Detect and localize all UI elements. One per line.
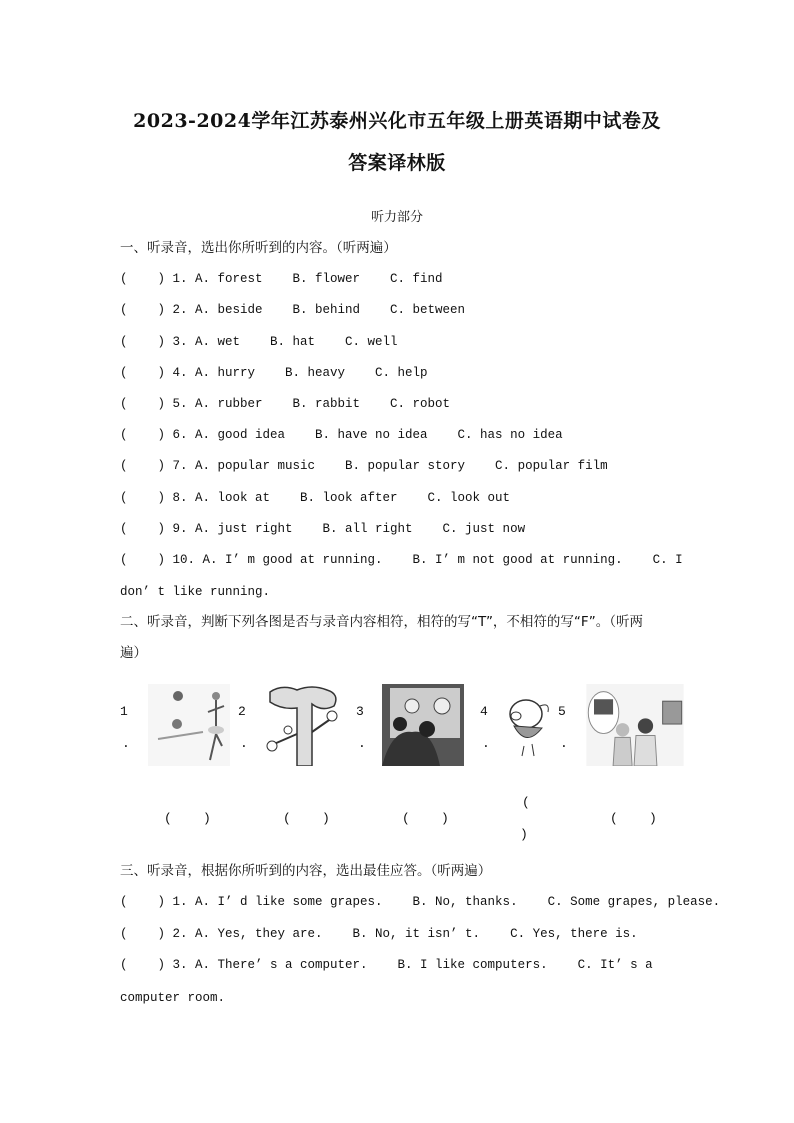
picture-number-dot: .	[358, 736, 366, 751]
section1-heading: 一、听录音，选出你所听到的内容。（听两遍）	[120, 240, 397, 256]
answer-blank-5[interactable]: ( )	[610, 811, 657, 826]
answer-blank-4-open[interactable]: (	[522, 795, 530, 810]
section2-heading-continued: 遍）	[120, 645, 147, 661]
section1-item-4: ( ) 4. A. hurry B. heavy C. help	[120, 366, 428, 380]
section1-item-2: ( ) 2. A. beside B. behind C. between	[120, 303, 466, 317]
section2-heading: 二、听录音，判断下列各图是否与录音内容相符，相符的写“T”，不相符的写“F”。（听两	[120, 614, 643, 630]
picture-people-with-computer	[584, 684, 686, 766]
section1-item-8: ( ) 8. A. look at B. look after C. look out	[120, 491, 511, 505]
picture-row	[120, 684, 690, 842]
picture-cartoon-pig	[504, 684, 554, 766]
document-title-line2: 答案译林版	[348, 152, 446, 174]
section1-item-7: ( ) 7. A. popular music B. popular story C. popular film	[120, 459, 608, 473]
section1-item-10-continued: don’ t like running.	[120, 585, 271, 599]
answer-blank-2[interactable]: ( )	[283, 811, 330, 826]
section3-item-3-continued: computer room.	[120, 991, 226, 1005]
answer-blank-4-close: )	[520, 827, 528, 842]
picture-number-dot: .	[482, 736, 490, 751]
section1-item-9: ( ) 9. A. just right B. all right C. just now	[120, 522, 526, 536]
section1-item-6: ( ) 6. A. good idea B. have no idea C. has no idea	[120, 428, 563, 442]
section1-item-5: ( ) 5. A. rubber B. rabbit C. robot	[120, 397, 451, 411]
answer-blank-3[interactable]: ( )	[402, 811, 449, 826]
picture-people-watching-film	[382, 684, 464, 766]
picture-children-ballet	[148, 684, 230, 766]
picture-number: 4	[480, 704, 488, 719]
picture-bird-in-tree	[262, 684, 342, 766]
section3-item-2: ( ) 2. A. Yes, they are. B. No, it isn’ t. C. Yes, there is.	[120, 927, 638, 941]
picture-number-dot: .	[560, 736, 568, 751]
picture-number-dot: .	[240, 736, 248, 751]
section3-item-1: ( ) 1. A. I’ d like some grapes. B. No, thanks. C. Some grapes, please.	[120, 895, 721, 909]
section1-item-1: ( ) 1. A. forest B. flower C. find	[120, 272, 443, 286]
listening-section-heading: 听力部分	[370, 210, 423, 225]
picture-number: 1	[120, 704, 128, 719]
answer-blank-1[interactable]: ( )	[164, 811, 211, 826]
section1-item-3: ( ) 3. A. wet B. hat C. well	[120, 335, 398, 349]
document-title-line1: 2023-2024学年江苏泰州兴化市五年级上册英语期中试卷及	[133, 110, 661, 132]
picture-number-dot: .	[122, 736, 130, 751]
section3-heading: 三、听录音，根据你所听到的内容，选出最佳应答。（听两遍）	[120, 863, 492, 879]
section1-item-10: ( ) 10. A. I’ m good at running. B. I’ m not good at running. C. I	[120, 553, 683, 567]
picture-number: 3	[356, 704, 364, 719]
section3-item-3: ( ) 3. A. There’ s a computer. B. I like computers. C. It’ s a	[120, 958, 653, 972]
picture-number: 2	[238, 704, 246, 719]
picture-number: 5	[558, 704, 566, 719]
